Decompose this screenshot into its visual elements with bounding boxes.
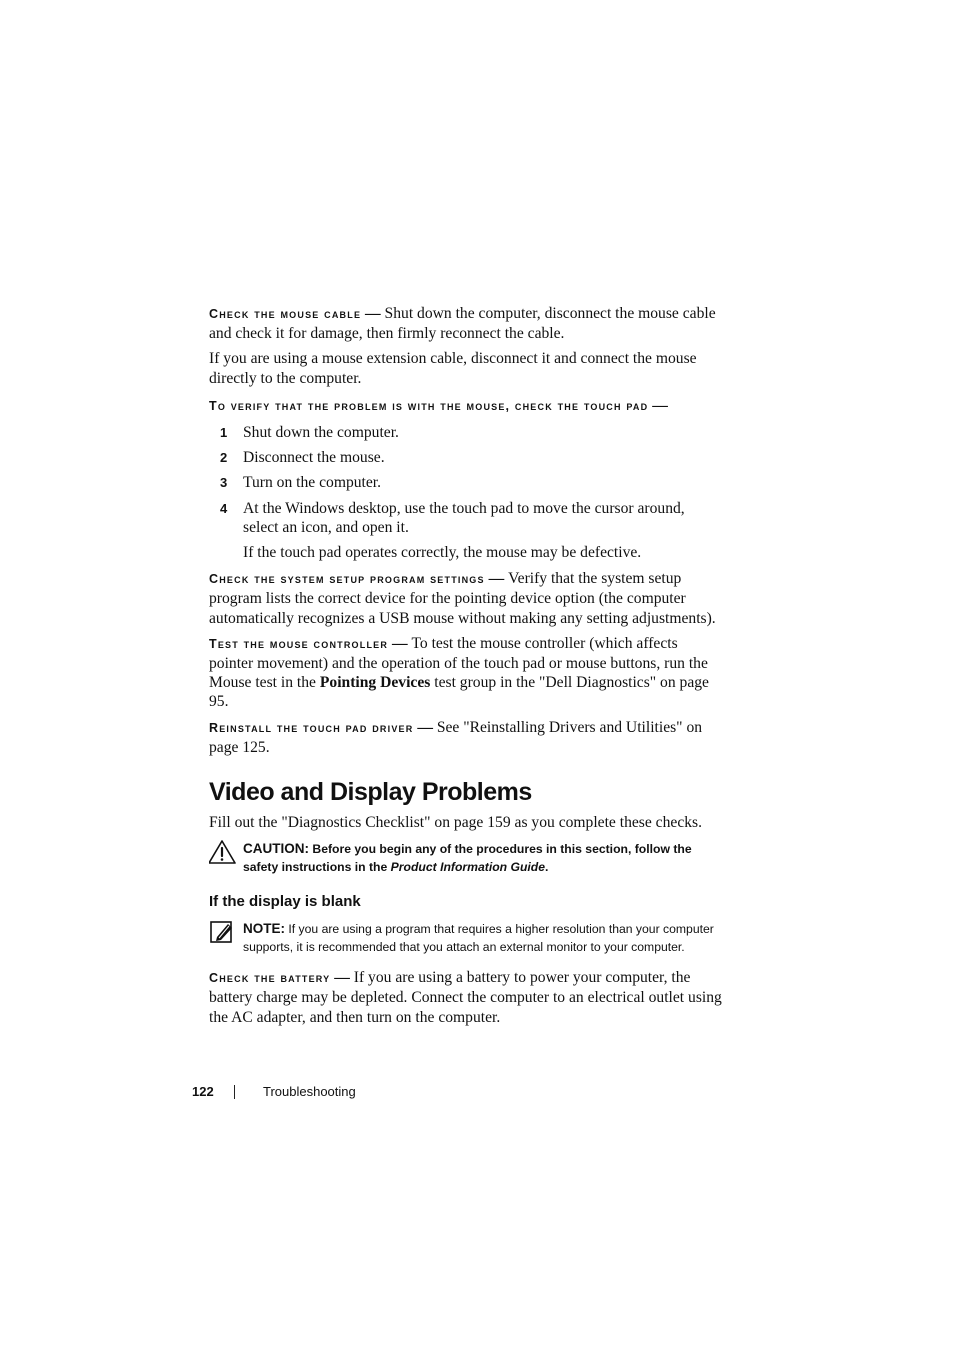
footer-section: Troubleshooting (263, 1084, 356, 1099)
product-info-guide: Product Information Guide (390, 860, 546, 875)
list-item (209, 448, 724, 467)
battery-heading: Check the battery (209, 971, 331, 986)
step-text: Shut down the computer. (243, 424, 399, 442)
note-text: If you are using a program that requires a higher resolution than your computer supports, it is recommended that you attach an external monitor to your computer. (243, 922, 714, 955)
runin-dash: — (361, 305, 385, 322)
step-number: 4 (220, 500, 228, 516)
mouse-cable-paragraph (209, 304, 724, 343)
battery-text: If you are using a battery to power your computer, the battery charge may be depleted. Connect the computer to an electrical outlet using the AC adapter, and then turn on the computer. (209, 969, 722, 1026)
pointing-devices-term: Pointing Devices (319, 674, 431, 692)
page-number: 122 (192, 1084, 214, 1099)
touch-pad-result: If the touch pad operates correctly, the mouse may be defective. (243, 544, 642, 562)
list-item (209, 423, 724, 442)
step-number: 2 (220, 450, 228, 466)
page-footer (192, 1083, 356, 1101)
runin-dash: — (648, 396, 668, 414)
runin-dash: — (330, 969, 354, 987)
reinstall-paragraph (209, 718, 724, 757)
mouse-cable-heading: Check the mouse cable (209, 307, 362, 321)
reinstall-heading: Reinstall the touch pad driver (209, 720, 414, 735)
step-text: Turn on the computer. (243, 474, 382, 492)
note-notice (209, 920, 724, 956)
touch-pad-heading-line (209, 396, 724, 416)
controller-paragraph (209, 634, 724, 712)
list-item (209, 499, 724, 537)
controller-heading: Test the mouse controller (209, 636, 389, 651)
setup-paragraph (209, 569, 724, 628)
mouse-extension-paragraph: If you are using a mouse extension cable, disconnect it and connect the mouse directly to the computer. (209, 350, 697, 387)
section-title: Video and Display Problems (209, 778, 532, 807)
runin-dash: — (484, 570, 509, 588)
step-text: Disconnect the mouse. (243, 449, 385, 467)
setup-text: Verify that the system setup program lists the correct device for the pointing device option (the computer automatically recognizes a USB mouse without making any setting adjustments). (209, 570, 716, 627)
page-content (209, 304, 724, 1033)
pencil-note-icon (209, 920, 237, 944)
warning-triangle-icon (209, 840, 237, 864)
reinstall-text: See "Reinstalling Drivers and Utilities" on page 125. (209, 718, 703, 756)
step-number: 1 (220, 425, 228, 441)
list-item (209, 473, 724, 492)
mouse-cable-text: Shut down the computer, disconnect the mouse cable and check it for damage, then firmly reconnect the cable. (209, 305, 716, 343)
caution-end: . (545, 860, 549, 875)
setup-heading: Check the system setup program settings (209, 572, 485, 587)
footer-divider (234, 1085, 235, 1099)
video-intro: Fill out the "Diagnostics Checklist" on page 159 as you complete these checks. (209, 814, 703, 832)
caution-label: CAUTION: (243, 841, 309, 857)
controller-text-before: To test the mouse controller (which affects pointer movement) and the operation of the touch pad or mouse buttons, run the Mouse test in the (209, 634, 708, 692)
caution-notice (209, 840, 724, 876)
note-label: NOTE: (243, 921, 285, 937)
runin-dash: — (388, 634, 412, 652)
battery-paragraph (209, 968, 724, 1027)
controller-text-after: test group in the "Dell Diagnostics" on page 95. (209, 674, 709, 711)
step-number: 3 (220, 475, 228, 491)
touch-pad-steps (209, 423, 724, 537)
step-text: At the Windows desktop, use the touch pad to move the cursor around, select an icon, and open it. (243, 499, 685, 536)
caution-text: Before you begin any of the procedures in this section, follow the safety instructions in the (243, 842, 692, 875)
sub-title: If the display is blank (209, 893, 361, 911)
runin-dash: — (413, 718, 437, 736)
touch-pad-heading: To verify that the problem is with the mouse, check the touch pad (209, 398, 649, 413)
